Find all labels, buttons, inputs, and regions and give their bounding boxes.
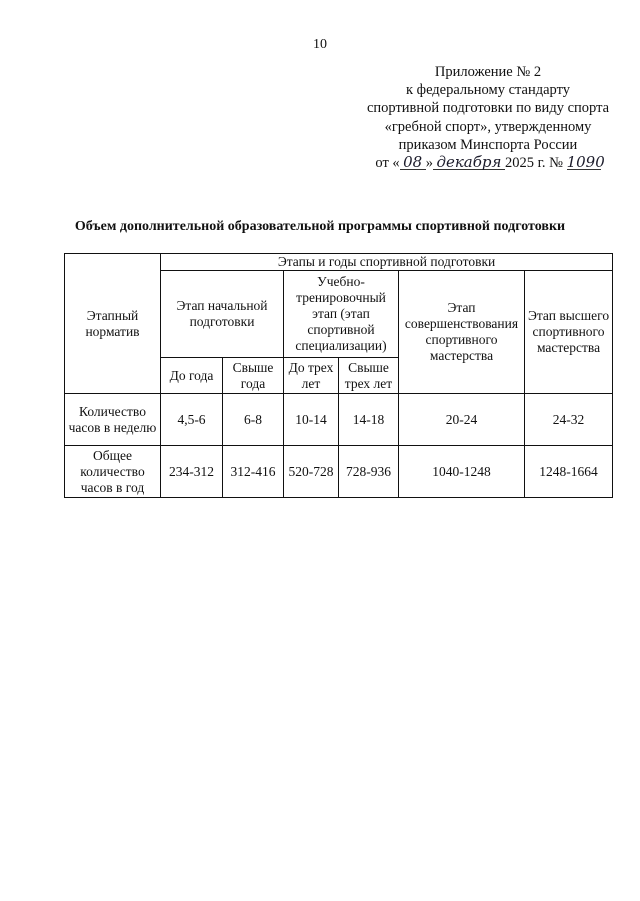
date-year: 2025 г. № xyxy=(504,155,563,172)
page-number: 10 xyxy=(313,37,327,52)
row-header-title: Этапный норматив xyxy=(65,254,161,394)
sub-training-2: Свыше трех лет xyxy=(339,358,399,394)
stage-training: Учебно-тренировочный этап (этап спортивной специализации) xyxy=(284,271,399,358)
table-row xyxy=(65,446,613,498)
annex-line-3: спортивной подготовки по виду спорта xyxy=(366,100,610,117)
date-mid: » xyxy=(425,155,433,172)
table-cell: 520-728 xyxy=(284,446,339,498)
table-cell: 234-312 xyxy=(161,446,223,498)
annex-block xyxy=(338,63,638,172)
sub-initial-2: Свыше года xyxy=(223,358,284,394)
handwritten-order-number: 1090 xyxy=(566,153,605,172)
row-label: Общее количество часов в год xyxy=(65,446,161,498)
stages-header: Этапы и годы спортивной подготовки xyxy=(161,254,613,271)
table-cell: 10-14 xyxy=(284,394,339,446)
row-label: Количество часов в неделю xyxy=(65,394,161,446)
table-cell: 4,5-6 xyxy=(161,394,223,446)
sub-initial-1: До года xyxy=(161,358,223,394)
table-cell: 1248-1664 xyxy=(525,446,613,498)
annex-line-5: приказом Минспорта России xyxy=(398,136,578,153)
training-volume-table xyxy=(64,253,613,498)
table-row xyxy=(65,394,613,446)
table-cell: 20-24 xyxy=(399,394,525,446)
table-cell: 14-18 xyxy=(339,394,399,446)
document-title: Объем дополнительной образовательной программы спортивной подготовки xyxy=(74,219,566,234)
handwritten-day: 08 xyxy=(400,155,426,170)
annex-line-2: к федеральному стандарту xyxy=(406,82,570,99)
table-cell: 728-936 xyxy=(339,446,399,498)
annex-date-line xyxy=(338,154,638,172)
table-cell: 312-416 xyxy=(223,446,284,498)
table-cell: 1040-1248 xyxy=(399,446,525,498)
stage-higher: Этап высшего спортивного мастерства xyxy=(525,271,613,394)
handwritten-month: декабря xyxy=(433,155,505,170)
table-cell: 6-8 xyxy=(223,394,284,446)
table-cell: 24-32 xyxy=(525,394,613,446)
date-prefix: от « xyxy=(375,155,400,172)
annex-line-4: «гребной спорт», утвержденному xyxy=(384,118,592,135)
stage-improvement: Этап совершенствования спортивного мастерства xyxy=(399,271,525,394)
stage-initial: Этап начальной подготовки xyxy=(161,271,284,358)
sub-training-1: До трех лет xyxy=(284,358,339,394)
annex-line-1: Приложение № 2 xyxy=(434,64,542,80)
